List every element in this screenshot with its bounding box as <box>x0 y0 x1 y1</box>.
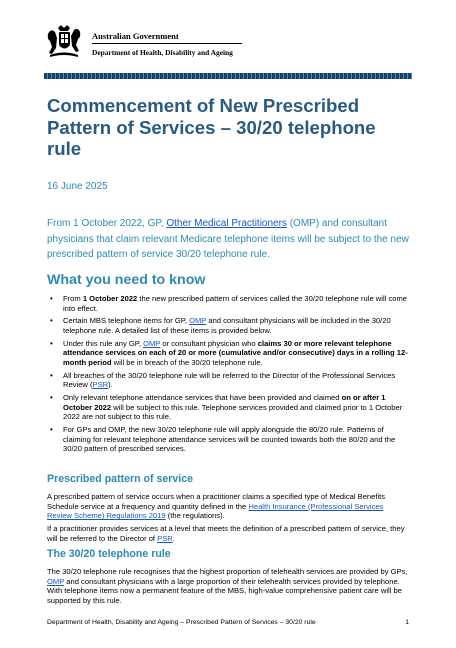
omp-link[interactable]: OMP <box>143 338 161 348</box>
list-item: • From 1 October 2022 the new prescribed pattern of services called the 30/20 telephone rule will come into effect. <box>47 294 409 313</box>
psr-link[interactable]: PSR <box>92 380 109 390</box>
rule-paragraph: The 30/20 telephone rule recognises that the highest proportion of telehealth services are provided by GPs, OMP and consultant physicians with a large proportion of their telehealth services provided by telephone. With telephone items now a permanent feature of the MBS, high-value comprehensive patient care will be supported by this rule. <box>47 567 408 605</box>
header-rule-bar <box>44 73 412 79</box>
section-heading-rule: The 30/20 telephone rule <box>47 548 171 560</box>
list-item: • For GPs and OMP, the new 30/20 telephone rule will apply alongside the 80/20 rule. Patterns of claiming for relevant telephone attendance services will be counted towards both the 80/20 and the 30/20 pattern of prescribed services. <box>47 425 409 454</box>
section-heading-know: What you need to know <box>47 272 206 288</box>
list-item: • Under this rule any GP, OMP or consultant physician who claims 30 or more relevant telephone attendance services on each of 20 or more (cumulative and/or consecutive) days in a rolling 12-month period will be in breach of the 30/20 telephone rule. <box>47 339 409 368</box>
page-number: 1 <box>405 619 409 626</box>
document-date: 16 June 2025 <box>47 181 108 192</box>
pps-paragraph-2: If a practitioner provides services at a level that meets the definition of a prescribed pattern of service, they will be referred to the Director of PSR. <box>47 524 405 543</box>
page-footer <box>47 619 409 626</box>
intro-paragraph: From 1 October 2022, GP, Other Medical Practitioners (OMP) and consultant physicians that claim relevant Medicare telephone items will be subject to the new prescribed pattern of service 30/20 telephone rule. <box>47 218 409 260</box>
omp-link[interactable]: OMP <box>47 576 65 586</box>
document-title: Commencement of New Prescribed Pattern of Services – 30/20 telephone rule <box>47 95 376 159</box>
header-divider <box>92 43 242 44</box>
omp-link[interactable]: OMP <box>189 316 207 326</box>
coat-of-arms-icon <box>44 24 84 60</box>
government-name: Australian Government <box>92 31 179 41</box>
omp-link[interactable]: Other Medical Practitioners <box>166 218 287 229</box>
government-header <box>44 24 414 64</box>
psr-link[interactable]: PSR <box>157 533 173 543</box>
footer-text: Department of Health, Disability and Ageing – Prescribed Pattern of Services – 30/20 rule <box>47 619 316 626</box>
list-item: • Only relevant telephone attendance services that have been provided and claimed on or after 1 October 2022 will be subject to this rule. Telephone services provided and claimed prior to 1 October 2022 are not subject to this rule. <box>47 393 409 422</box>
department-name: Department of Health, Disability and Ageing <box>92 48 233 57</box>
pps-paragraph-1: A prescribed pattern of service occurs when a practitioner claims a specified type of Medical Benefits Schedule service at a frequency and quantity defined in the Health Insurance (Professional Services Review Scheme) Regulations 2019 (the regulations). <box>47 492 386 521</box>
regulations-link[interactable]: Health Insurance (Professional Services Review Scheme) Regulations 2019 <box>47 501 384 521</box>
know-bullet-list <box>47 294 409 457</box>
section-heading-pps: Prescribed pattern of service <box>47 473 194 485</box>
list-item: • All breaches of the 30/20 telephone rule will be referred to the Director of the Professional Services Review (PSR). <box>47 371 409 390</box>
list-item: • Certain MBS telephone items for GP, OMP and consultant physicians will be included in the 30/20 telephone rule. A detailed list of these items is provided below. <box>47 316 409 335</box>
